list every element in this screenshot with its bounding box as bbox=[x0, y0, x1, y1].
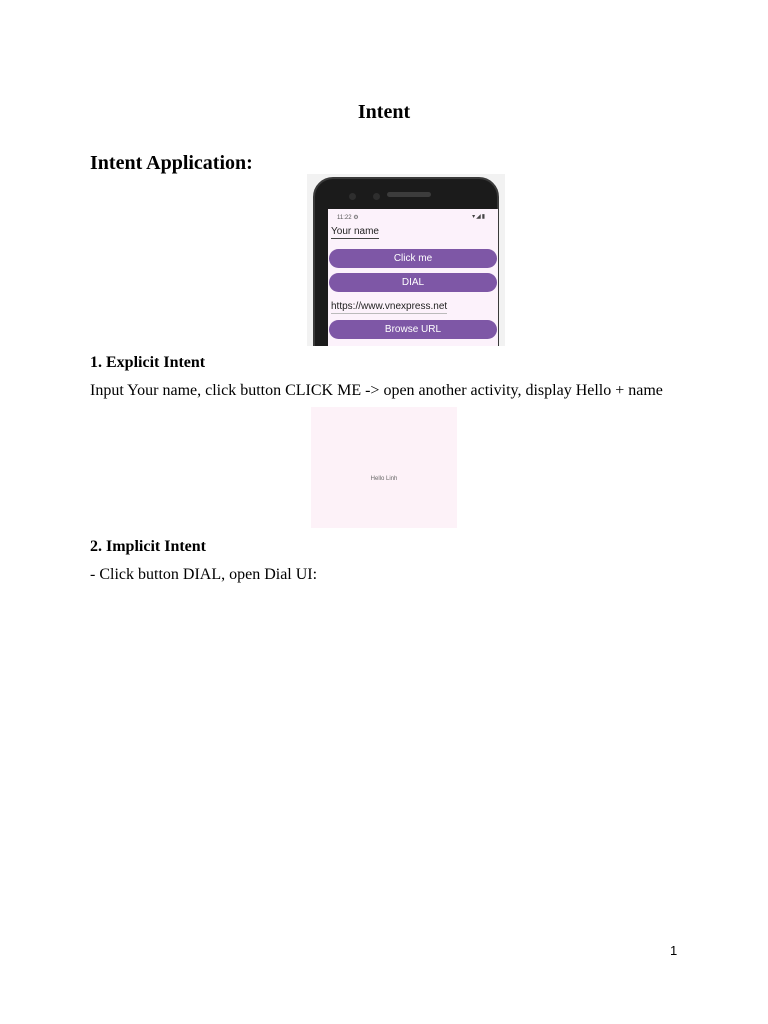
gear-icon: ⚙ bbox=[353, 215, 359, 221]
speaker-grille bbox=[387, 192, 431, 197]
browse-url-button[interactable]: Browse URL bbox=[329, 320, 497, 339]
camera-icon bbox=[349, 193, 356, 200]
app-heading: Intent Application: bbox=[90, 152, 253, 174]
dial-button[interactable]: DIAL bbox=[329, 273, 497, 292]
section1-heading: 1. Explicit Intent bbox=[90, 354, 206, 371]
url-input[interactable]: https://www.vnexpress.net bbox=[331, 301, 448, 312]
section1-text: Input Your name, click button CLICK ME -> open another activity, display Hello + name bbox=[90, 382, 663, 399]
phone-screenshot bbox=[307, 174, 505, 346]
document-title: Intent bbox=[357, 101, 411, 123]
status-icons: ▾◢▮ bbox=[472, 214, 486, 220]
hello-text: Hello Linh bbox=[370, 476, 398, 482]
section2-heading: 2. Implicit Intent bbox=[90, 538, 206, 555]
page-number: 1 bbox=[670, 943, 678, 958]
status-time: 11:22 ⚙ bbox=[337, 215, 359, 221]
app-screen bbox=[328, 209, 498, 346]
click-me-button[interactable]: Click me bbox=[329, 249, 497, 268]
hello-screenshot bbox=[311, 407, 457, 528]
section2-text: - Click button DIAL, open Dial UI: bbox=[90, 566, 318, 583]
phone-frame bbox=[313, 177, 499, 346]
camera-icon bbox=[373, 193, 380, 200]
name-input[interactable]: Your name bbox=[331, 226, 379, 237]
